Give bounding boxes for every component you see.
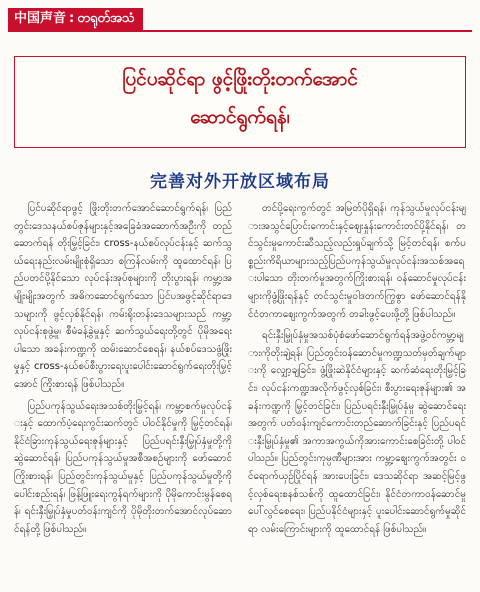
section-header [8, 8, 143, 30]
header-divider [8, 30, 472, 32]
paragraph: တင်ပို့ရေးကွက်တွင် အမြတ်ပိုရှိရန်၊ ကုန်သွယ်မှုလုပ်ငန်းများအသွင်ပြောင်းကောင်းနှင့်ဈေးနှုန်းကောင်းတင်ပို့နိုင်ရန်၊ တင်သွင်းမှုကောင်းဆီသည့်လည်းရှုပ်ချက်သို့ မြင့်တင်ရန်၊ စက်ပစ္စည်းကိရိယာများသည့်ပြည်ပကုန်သွယ်မှုလုပ်ငန်းအသစ်အရေးပါသော တိုးတက်မှုအတွက်ကြိုးစားရန်၊ ဝန်ဆောင်မှုလုပ်ငန်းများကိုဖွံ့ဖြိုးရန်နှင့် တင်သွင်းမှုဝါဒတက်ကြွစွာ ဖော်ဆောင်ရန်နိုင်ငံတကာဈေးကွက်အတွက် တခါးဖွင့်ပေးဖို့တို့ ဖြစ်ပါသည်။ [248, 203, 466, 320]
paragraph: ပြည်ပကုန်သွယ်ရေးအသစ်တိုးမြှင့်ရန်၊ ကမ္ဘာ့စက်မှုလုပ်ငန်းနှင့် ထောက်ပံ့ရေးကွင်းဆက်တွင် ပါဝင်နိုင်မှုကို မြှင့်တင်ရန်၊ နိုင်ငံခြားကုန်သွယ်ရေးဇုန်များနှင့် ပြည်ပရင်းနှီးမြှုပ်နှံမှုတို့ကို ဆွဲဆောင်ရန်၊ ပြည်ပကုန်သွယ်မှုအစီအစဉ်များကို ဖော်ဆောင်ကြိုးစားရန်၊ ပြည်တွင်းကုန်သွယ်မှုနှင့် ပြည်ပကုန်သွယ်မှုတို့ကို ပေါင်းစည်းရန်၊ ဖြန့်ဖြူးရေးကွန်ရက်များကို ပိုမိုကောင်းမွန်စေရန်၊ ရင်းနှီးမြှုပ်နှံမှုပတ်ဝန်းကျင်ကို ပိုမိုတိုးတက်အောင်လုပ်ဆောင်ရန်တို့ ဖြစ်ပါသည်။ [14, 400, 232, 535]
headline-line-2: ဆောင်ရွက်ရန်၊ [190, 106, 290, 128]
section-tag-my: တရုတ်အသံ [77, 11, 135, 26]
column-right [248, 200, 466, 578]
headline-box [14, 56, 466, 148]
paragraph: ပြင်ပဆိုင်ရာဖွင့် ဖြိုးတိုးတက်အောင်ဆောင်ရွက်ရန်၊ ပြည်တွင်းဒေသနယ်စပ်ဇုန်များနှင့်အခြေခံအဆောက်အဦးကို တည်ဆောက်ရန် တိုးမြှင့်ခြင်း၊ cross-နယ်စပ်လုပ်ငန်းနှင့် ဆက်သွယ်ရေးနည်းလမ်းမျိုးစုံရှိသော စကြန်လမ်းကို ထူထောင်ရန်၊ ပြည်ပတင်ပို့နိုင်သော လုပ်ငန်းအုပ်စုများကို တိုးပွားရန်၊ ကမ္ဘာ့အမျိုးမျိုးအတွက် အဓိကဆောင်ရွက်သော ပြင်ပအဖွင့်ဆိုင်ရာဒေသများကို ဖွင့်လှစ်နိုင်ရန်၊ ကမ်းရိုးတန်းဒေသများသည် ကမ္ဘာ့လုပ်ငန်းစုဖွဲ့မှု၊ စီမံခန့်ခွဲမှုနှင့် ဆက်သွယ်ရေးတို့တွင် ပိုမိုအရေးပါသော အခန်းကဏ္ဍကို ထမ်းဆောင်စေရန်၊ နယ်စပ်ဒေသဖွံ့ဖြိုးမှုနှင့် cross-နယ်စပ်စီးပွားရေးပူးပေါင်းဆောင်ရွက်ရေးတိုးမြှင့်အောင် ကြိုးစားရန် ဖြစ်ပါသည်။ [14, 203, 232, 390]
section-tag-cn: 中国声音 [14, 11, 67, 26]
section-tag [8, 8, 143, 30]
chinese-subtitle: 完善对外开放区域布局 [150, 172, 330, 192]
article-body [14, 200, 466, 578]
section-tag-separator: : [69, 11, 75, 26]
paragraph: ရင်းနှီးမြှုပ်နှံမှုအသစ်ပုံစံဖော်ဆောင်ရွက်ရန်အဖွဲ့ဝင်ကမ္ဘာ့များကိုတိုးချဲ့ရန်၊ ပြည်တွင်းဝန်ဆောင်မှုကဏ္ဍသတ်မှတ်ချက်များကို လျှော့ချခြင်း၊ ဖွံ့ဖြိုးဆဲနိုင်ငံများနှင့် ဆက်ဆံရေးတိုးမြှင့်ခြင်း၊ လုပ်ငန်းကဏ္ဍအလိုက်ဖွင့်လှစ်ခြင်း၊ စီးပွားရေးဇုန်များ၏ အခန်းကဏ္ဍကို မြှင့်တင်ခြင်း၊ ပြည်ပရင်းနှီးမြှုပ်နှံမှု ဆွဲဆောင်ရေးအတွက် ပတ်ဝန်းကျင်ကောင်းတည်ဆောက်ခြင်းနှင့် ပြည်ပရင်းနှီးမြှုပ်နှံမှု၏ အကာအကွယ်ကိုအားကောင်းစေခြင်းတို့ ပါဝင်ပါသည်။ ပြည်တွင်းကုမ္ပဏီများအား ကမ္ဘာ့ဈေးကွက်အတွင်း ဝင်ရောက်ယှဉ်ပြိုင်ရန် အားပေးခြင်း၊ ဒေသဆိုင်ရာ အဆင့်မြင့်ဖွင့်လှစ်ရေးစနစ်သစ်ကို ထူထောင်ခြင်း၊ နိုင်ငံတကာဝန်ဆောင်မှုပေါ်လွင်စေရေး၊ ပြည်ပနိုင်ငံများနှင့် ပူးပေါင်းဆောင်ရွက်မှုဆိုင်ရာ လမ်းကြောင်းများကို ထူထောင်ရန် ဖြစ်ပါသည်။ [248, 330, 466, 535]
column-left [14, 200, 232, 578]
headline-line-1: ပြင်ပဆိုင်ရာ ဖွင့်ဖြိုးတိုးတက်အောင် [122, 68, 358, 90]
